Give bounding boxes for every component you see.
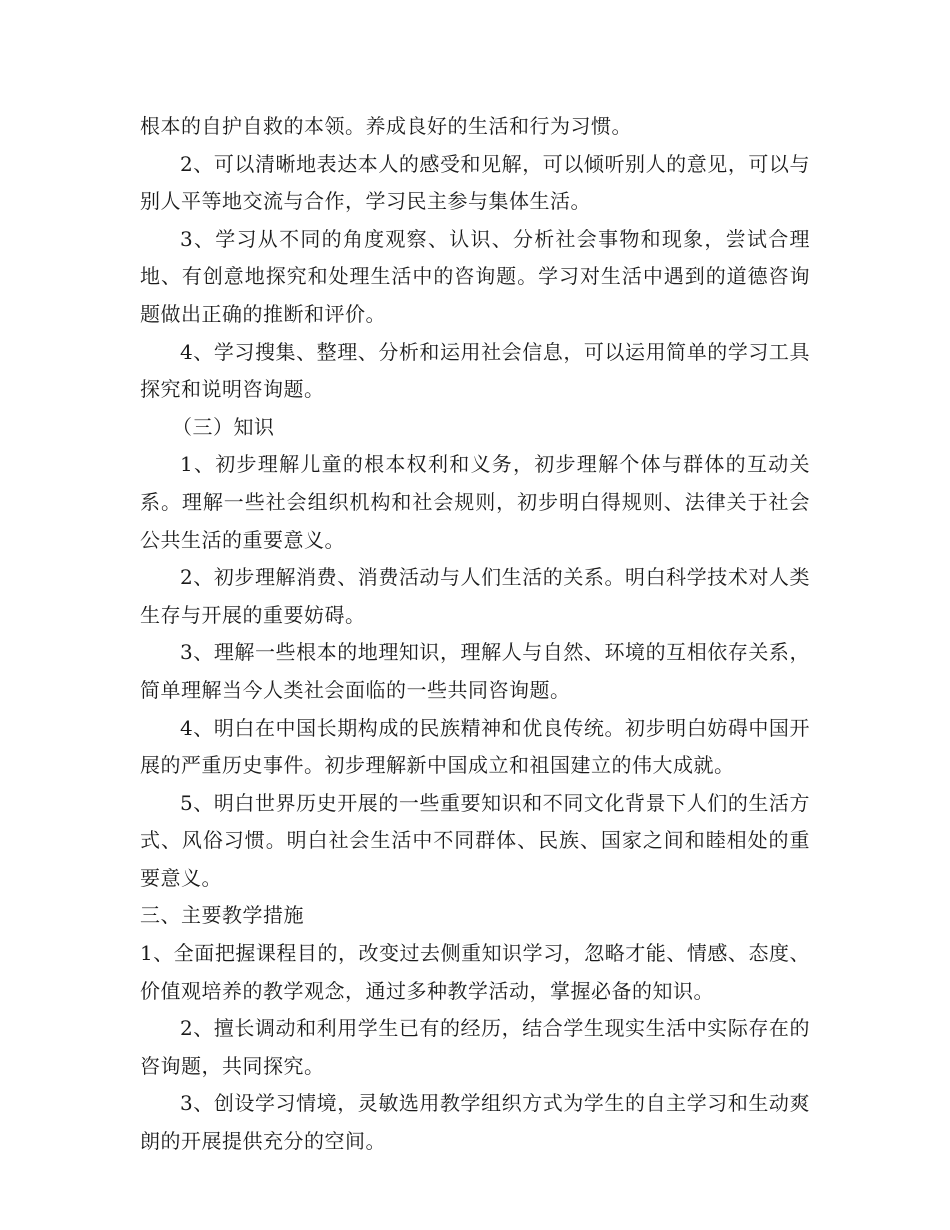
measure-item-2: 2、擅长调动和利用学生已有的经历，结合学生现实生活中实际存在的咨询题，共同探究。 [140,1016,810,1078]
section-heading-teaching-measures: 三、主要教学措施 [140,903,304,928]
knowledge-item-4: 4、明白在中国长期构成的民族精神和优良传统。初步明白妨碍中国开展的严重历史事件。初步理解新中国成立和祖国建立的伟大成就。 [140,715,810,778]
measure-item-1: 1、全面把握课程目的，改变过去侧重知识学习，忽略才能、情感、态度、价值观培养的教学观念，通过多种教学活动，掌握必备的知识。 [140,941,810,1003]
measure-item-3: 3、创设学习情境，灵敏选用教学组织方式为学生的自主学习和生动爽朗的开展提供充分的空间。 [140,1091,810,1154]
section-heading-knowledge: （三）知识 [172,414,275,439]
paragraph-continuation: 根本的自护自救的本领。养成良好的生活和行为习惯。 [140,114,632,138]
knowledge-item-3: 3、理解一些根本的地理知识，理解人与自然、环境的互相依存关系，简单理解当今人类社会面临的一些共同咨询题。 [140,640,810,702]
paragraph-item-2: 2、可以清晰地表达本人的感受和见解，可以倾听别人的意见，可以与别人平等地交流与合作，学习民主参与集体生活。 [140,151,810,214]
paragraph-item-4: 4、学习搜集、整理、分析和运用社会信息，可以运用简单的学习工具探究和说明咨询题。 [140,339,810,402]
knowledge-item-1: 1、初步理解儿童的根本权利和义务，初步理解个体与群体的互动关系。理解一些社会组织机构和社会规则，初步明白得规则、法律关于社会公共生活的重要意义。 [140,452,810,552]
knowledge-item-5: 5、明白世界历史开展的一些重要知识和不同文化背景下人们的生活方式、风俗习惯。明白社会生活中不同群体、民族、国家之间和睦相处的重要意义。 [140,790,810,890]
knowledge-item-2: 2、初步理解消费、消费活动与人们生活的关系。明白科学技术对人类生存与开展的重要妨碍。 [140,565,810,627]
document-body [140,108,810,1161]
paragraph-item-3: 3、学习从不同的角度观察、认识、分析社会事物和现象，尝试合理地、有创意地探究和处理生活中的咨询题。学习对生活中遇到的道德咨询题做出正确的推断和评价。 [140,226,810,326]
